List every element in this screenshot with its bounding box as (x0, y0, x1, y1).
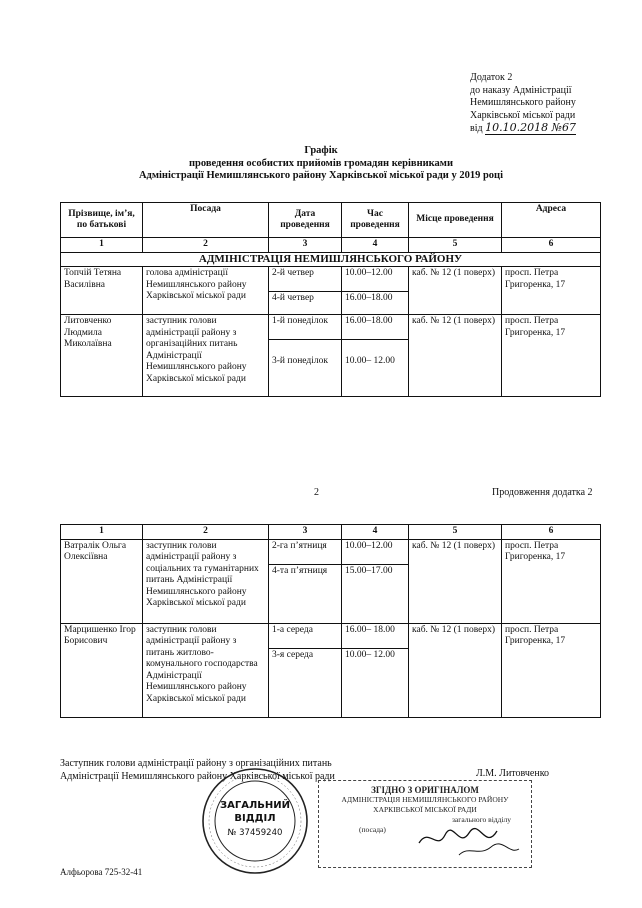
address: просп. Петра Григоренка, 17 (502, 315, 601, 397)
session-date: 4-та п’ятниця (272, 565, 328, 576)
header-time: Час проведення (342, 203, 409, 238)
header-position: Посада (143, 203, 269, 238)
place: каб. № 12 (1 поверх) (409, 267, 502, 315)
signature-line-1: Заступник голови адміністрації району з організаційних питань (60, 758, 332, 769)
session-time: 16.00– 18.00 (342, 624, 408, 649)
column-number-row (61, 525, 601, 540)
person-name: Топчій Тетяна Василівна (61, 267, 143, 315)
annex-line-2: до наказу Адміністрації (470, 84, 572, 96)
person-position: заступник голови адміністрації району з організаційних питань Адміністрації Немишлянського району Харківської міської ради (143, 315, 269, 397)
document-title (0, 145, 642, 183)
address: просп. Петра Григоренка, 17 (502, 267, 601, 315)
session-date: 4-й четвер (272, 293, 314, 303)
annex-line-3: Немишлянського району (470, 97, 576, 108)
handwritten-date: 10.10.2018 №67 (485, 121, 576, 134)
signature-line-2: Адміністрації Немишлянського району Харківської міської ради (60, 770, 335, 782)
column-number: 6 (502, 525, 601, 540)
schedule-table-page2 (60, 524, 601, 718)
annex-line-4: Харківської міської ради (470, 109, 576, 121)
title-line-1: Графік (304, 145, 338, 156)
session-date: 1-й понеділок (269, 315, 341, 340)
column-number: 3 (269, 525, 342, 540)
stamp2-line-4: загального відділу (451, 815, 511, 824)
title-line-3: Адміністрації Немишлянського району Харківської міської ради у 2019 році (138, 170, 504, 181)
session-time: 16.00–18.00 (345, 293, 393, 303)
person-name: Марцишенко Ігор Борисович (61, 623, 143, 717)
session-date: 2-й четвер (269, 267, 341, 292)
section-title: АДМІНІСТРАЦІЯ НЕМИШЛЯНСЬКОГО РАЙОНУ (61, 252, 601, 267)
session-date: 2-га п’ятниця (269, 540, 341, 565)
page-number: 2 (314, 487, 319, 498)
stamp2-line-5: (посада) (359, 825, 386, 834)
address: просп. Петра Григоренка, 17 (502, 623, 601, 717)
person-position: заступник голови адміністрації району з соціальних та гуманітарних питань Адміністрації Немишлянського району Харківської міської ради (143, 539, 269, 623)
session-date: 3-й понеділок (272, 356, 328, 366)
schedule-table-page1 (60, 202, 601, 397)
header-row (61, 203, 601, 238)
stamp-line-3: № 37459240 (227, 828, 283, 838)
table-row (61, 315, 601, 397)
person-name: Ватралік Ольга Олексіївна (61, 539, 143, 623)
place: каб. № 12 (1 поверх) (409, 623, 502, 717)
round-stamp (200, 766, 310, 876)
place: каб. № 12 (1 поверх) (409, 539, 502, 623)
column-number: 5 (409, 238, 502, 253)
session-time: 16.00–18.00 (342, 315, 408, 340)
session-time: 10.00–12.00 (342, 267, 408, 292)
table-row (61, 267, 601, 315)
signatory-name: Л.М. Литовченко (476, 768, 550, 779)
header-name: Прізвище, ім’я, по батькові (61, 203, 143, 238)
footer-contact: Алфьорова 725-32-41 (60, 867, 143, 877)
column-number: 5 (409, 525, 502, 540)
column-number: 2 (143, 525, 269, 540)
certification-stamp (318, 780, 532, 868)
stamp-line-1: ЗАГАЛЬНИЙ (220, 800, 290, 811)
session-time: 15.00–17.00 (345, 565, 393, 576)
column-number: 4 (342, 238, 409, 253)
column-number: 1 (61, 238, 143, 253)
column-number-row (61, 238, 601, 253)
handwritten-signature-icon (319, 821, 529, 861)
annex-block (470, 72, 576, 136)
stamp-line-2: ВІДДІЛ (234, 813, 276, 824)
title-line-2: проведення особистих прийомів громадян керівниками (188, 157, 454, 169)
person-name: Литовченко Людмила Миколаївна (61, 315, 143, 397)
stamp2-line-3: ХАРКІВСЬКОЇ МІСЬКОЇ РАДИ (373, 805, 477, 814)
annex-line-1: Додаток 2 (470, 72, 513, 83)
session-time: 10.00– 12.00 (345, 356, 395, 366)
column-number: 2 (143, 238, 269, 253)
column-number: 4 (342, 525, 409, 540)
header-address: Адреса (502, 203, 601, 238)
session-date: 3-я середа (272, 649, 314, 660)
session-time: 10.00– 12.00 (345, 649, 395, 660)
place: каб. № 12 (1 поверх) (409, 315, 502, 397)
person-position: голова адміністрації Немишлянського району Харківської міської ради (143, 267, 269, 315)
session-time: 10.00–12.00 (342, 540, 408, 565)
session-date: 1-а середа (269, 624, 341, 649)
address: просп. Петра Григоренка, 17 (502, 539, 601, 623)
person-position: заступник голови адміністрації району з питань житлово-комунального господарства Адміністрації Немишлянського району Харківської міської ради (143, 623, 269, 717)
annex-date-prefix: від (470, 123, 483, 134)
header-place: Місце проведення (409, 203, 502, 238)
header-date: Дата проведення (269, 203, 342, 238)
table-row (61, 539, 601, 623)
stamp2-line-1: ЗГІДНО З ОРИГІНАЛОМ (371, 785, 479, 795)
column-number: 1 (61, 525, 143, 540)
annex-line-5 (470, 122, 576, 136)
column-number: 3 (269, 238, 342, 253)
column-number: 6 (502, 238, 601, 253)
table-row (61, 623, 601, 717)
section-row (61, 252, 601, 267)
continuation-label: Продовження додатка 2 (492, 487, 593, 498)
stamp2-line-2: АДМІНІСТРАЦІЯ НЕМИШЛЯНСЬКОГО РАЙОНУ (341, 795, 509, 804)
